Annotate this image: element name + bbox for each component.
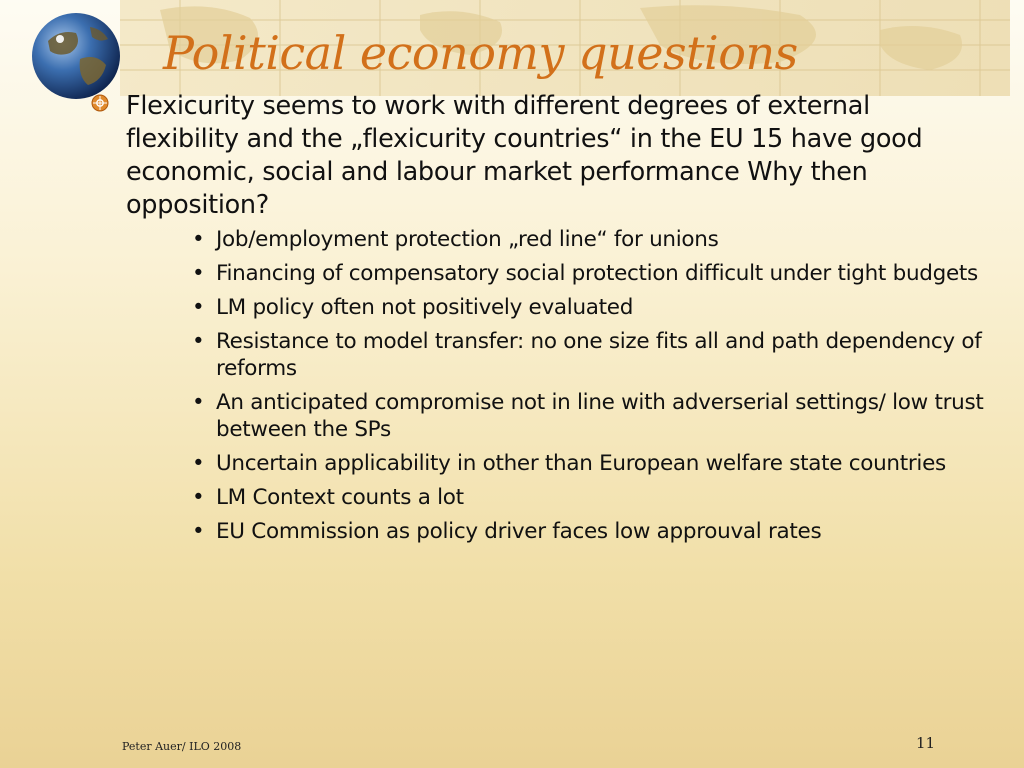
- bullet-dot: •: [192, 227, 205, 252]
- main-bullet-text: Flexicurity seems to work with different degrees of external flexibility and the „flexicurity countries“ in the EU 15 have good economic, social and labour market performance Why then opposition?: [126, 91, 923, 220]
- sub-bullet-text: Job/employment protection „red line“ for unions: [216, 227, 719, 252]
- sub-bullet-item: [190, 518, 1010, 545]
- slide-title: Political economy questions: [163, 26, 798, 80]
- sub-bullet-item: [190, 294, 1010, 321]
- bullet-dot: •: [192, 519, 205, 544]
- sub-bullet-text: EU Commission as policy driver faces low approuval rates: [216, 519, 822, 544]
- globe-icon: [30, 11, 122, 101]
- sub-bullet-item: [190, 389, 1010, 443]
- bullet-dot: •: [192, 451, 205, 476]
- slide-number: 11: [916, 734, 936, 752]
- sub-bullet-text: An anticipated compromise not in line with adverserial settings/ low trust between the SPs: [216, 390, 984, 442]
- sub-bullet-item: [190, 450, 1010, 477]
- sub-bullet-item: [190, 328, 1010, 382]
- sub-bullet-text: Resistance to model transfer: no one size fits all and path dependency of reforms: [216, 329, 982, 381]
- bullet-dot: •: [192, 295, 205, 320]
- sub-bullet-list: [190, 226, 1010, 552]
- bullet-dot: •: [192, 329, 205, 354]
- bullet-dot: •: [192, 485, 205, 510]
- sub-bullet-item: [190, 484, 1010, 511]
- sub-bullet-item: [190, 260, 1010, 287]
- footer-author: Peter Auer/ ILO 2008: [122, 740, 242, 753]
- sub-bullet-text: Financing of compensatory social protection difficult under tight budgets: [216, 261, 978, 286]
- bullet-dot: •: [192, 261, 205, 286]
- sub-bullet-item: [190, 226, 1010, 253]
- sub-bullet-text: LM policy often not positively evaluated: [216, 295, 634, 320]
- orange-compass-bullet-icon: [91, 94, 109, 112]
- sub-bullet-text: Uncertain applicability in other than European welfare state countries: [216, 451, 946, 476]
- sub-bullet-text: LM Context counts a lot: [216, 485, 464, 510]
- bullet-dot: •: [192, 390, 205, 415]
